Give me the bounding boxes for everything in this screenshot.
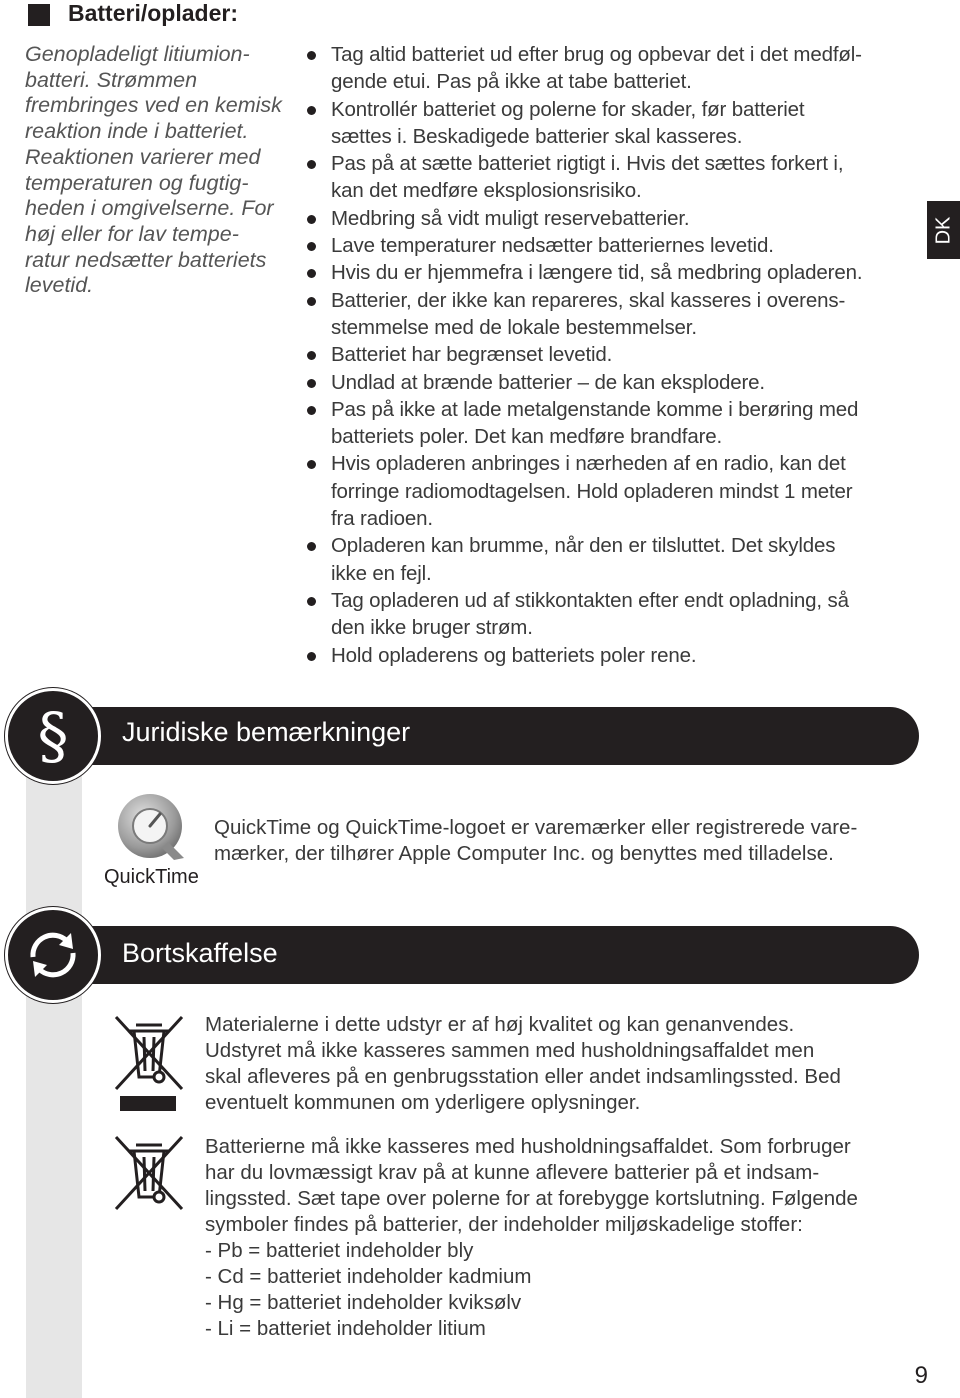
- bullet-dot-icon: [307, 51, 316, 60]
- bullet-text-line: Undlad at brænde batterier – de kan eksplodere.: [331, 370, 765, 394]
- recycle-arrows-icon: [4, 906, 102, 1004]
- bullet-dot-icon: [307, 379, 316, 388]
- legal-title: Juridiske bemærkninger: [122, 717, 411, 747]
- bullet-dot-icon: [307, 597, 316, 606]
- disposal-text-line: eventuelt kommunen om yderligere oplysninger.: [205, 1091, 641, 1114]
- side-note-line: Reaktionen varierer med: [25, 144, 261, 169]
- bullet-text-line: den ikke bruger strøm.: [331, 616, 533, 640]
- bullet-text-line: Hold opladerens og batteriets poler rene.: [331, 643, 697, 667]
- page-number: 9: [914, 1362, 928, 1389]
- side-note-line: ratur nedsætter batteriets: [25, 247, 267, 272]
- bullet-dot-icon: [307, 106, 316, 115]
- bullet-text-line: Medbring så vidt muligt reservebatterier.: [331, 206, 690, 230]
- bullet-dot-icon: [307, 269, 316, 278]
- battery-section-title: Batteri/oplader:: [68, 0, 238, 26]
- bullet-item: [307, 259, 917, 286]
- bullet-text-line: ikke en fejl.: [331, 561, 432, 585]
- bullet-text-line: stemmelse med de lokale bestemmelser.: [331, 315, 697, 339]
- bin-underline-bar: [120, 1096, 176, 1111]
- section-marker-square: [28, 4, 50, 26]
- disposal-text-line: lingssted. Sæt tape over polerne for at forebygge kortslutning. Følgende: [205, 1187, 858, 1210]
- bullet-item: [307, 96, 917, 151]
- battery-side-note: [25, 42, 293, 299]
- bullet-item: [307, 205, 917, 232]
- disposal-title: Bortskaffelse: [122, 938, 278, 968]
- legal-text-line: mærker, der tilhører Apple Computer Inc. og benyttes med tilladelse.: [214, 842, 834, 865]
- disposal-text-line: Batterierne må ikke kasseres med husholdningsaffaldet. Som forbruger: [205, 1135, 851, 1158]
- bullet-text-line: Pas på ikke at lade metalgenstande komme i berøring med: [331, 397, 859, 421]
- bullet-dot-icon: [307, 542, 316, 551]
- bullet-text-line: Batteriet har begrænset levetid.: [331, 343, 613, 367]
- bullet-text-line: Tag altid batteriet ud efter brug og opbevar det i det medføl-: [331, 43, 862, 66]
- bullet-text-line: kan det medføre eksplosionsrisiko.: [331, 179, 642, 203]
- language-tab: [927, 201, 960, 259]
- bullet-text-line: Batterier, der ikke kan repareres, skal kasseres i overens-: [331, 288, 846, 312]
- disposal-list-item: - Li = batteriet indeholder litium: [205, 1317, 486, 1340]
- section-sign-icon: [4, 687, 102, 785]
- battery-bullet-list: [307, 41, 917, 669]
- legal-text-line: QuickTime og QuickTime-logoet er varemærker eller registrerede vare-: [214, 816, 858, 839]
- bullet-item: [307, 41, 917, 96]
- disposal-text-line: skal afleveres på en genbrugsstation eller andet indsamlingssted. Bed: [205, 1065, 841, 1088]
- side-note-line: høj eller for lav tempe-: [25, 221, 239, 246]
- side-strip: [26, 770, 82, 1398]
- bullet-item: [307, 396, 917, 451]
- bullet-text-line: fra radioen.: [331, 507, 433, 531]
- side-note-line: levetid.: [25, 273, 94, 298]
- icon-ring: [5, 907, 101, 1003]
- disposal-text-line: Udstyret må ikke kasseres sammen med husholdningsaffaldet men: [205, 1039, 815, 1062]
- language-tab-label: DK: [931, 216, 954, 244]
- bullet-text-line: Hvis du er hjemmefra i længere tid, så medbring opladeren.: [331, 261, 863, 285]
- disposal-paragraph-1: [205, 1012, 841, 1116]
- disposal-paragraph-2: [205, 1134, 858, 1342]
- side-note-line: Genopladeligt litiumion-: [25, 42, 250, 66]
- disposal-text-line: Materialerne i dette udstyr er af høj kvalitet og kan genanvendes.: [205, 1013, 795, 1036]
- icon-ring: [5, 688, 101, 784]
- bullet-text-line: Pas på at sætte batteriet rigtigt i. Hvis det sættes forkert i,: [331, 152, 844, 176]
- legal-text: [214, 815, 857, 867]
- disposal-list-item: - Pb = batteriet indeholder bly: [205, 1239, 474, 1262]
- side-note-line: reaktion inde i batteriet.: [25, 119, 249, 144]
- bullet-item: [307, 369, 917, 396]
- side-note-line: temperaturen og fugtig-: [25, 170, 249, 195]
- bullet-dot-icon: [307, 460, 316, 469]
- crossed-out-battery-bin-icon: [114, 1135, 184, 1211]
- bullet-dot-icon: [307, 297, 316, 306]
- bullet-text-line: batteriets poler. Det kan medføre brandfare.: [331, 425, 723, 449]
- bullet-text-line: forringe radiomodtagelsen. Hold opladeren mindst 1 meter: [331, 479, 853, 503]
- bullet-dot-icon: [307, 215, 316, 224]
- bullet-text-line: Opladeren kan brumme, når den er tilsluttet. Det skyldes: [331, 534, 836, 558]
- bullet-item: [307, 150, 917, 205]
- disposal-text-line: symboler findes på batterier, der indeholder miljøskadelige stoffer:: [205, 1213, 803, 1236]
- bullet-dot-icon: [307, 406, 316, 415]
- bullet-item: [307, 642, 917, 669]
- bullet-text-line: Tag opladeren ud af stikkontakten efter endt opladning, så: [331, 588, 849, 612]
- crossed-out-bin-icon: [114, 1015, 184, 1091]
- bullet-dot-icon: [307, 652, 316, 661]
- side-note-line: heden i omgivelserne. For: [25, 196, 274, 221]
- bullet-dot-icon: [307, 242, 316, 251]
- bullet-item: [307, 532, 917, 587]
- bullet-item: [307, 450, 917, 532]
- disposal-text-line: har du lovmæssigt krav på at kunne aflevere batterier på et indsam-: [205, 1161, 820, 1184]
- quicktime-logo-label: QuickTime: [104, 866, 199, 888]
- disposal-list-item: - Cd = batteriet indeholder kadmium: [205, 1265, 532, 1288]
- bullet-item: [307, 587, 917, 642]
- bullet-item: [307, 287, 917, 342]
- bullet-dot-icon: [307, 160, 316, 169]
- bullet-item: [307, 341, 917, 368]
- side-note-line: frembringes ved en kemisk: [25, 93, 282, 118]
- bullet-text-line: Lave temperaturer nedsætter batteriernes levetid.: [331, 234, 774, 258]
- bullet-text-line: gende etui. Pas på ikke at tabe batteriet.: [331, 70, 692, 94]
- section-sign-glyph: §: [37, 699, 69, 772]
- quicktime-logo-icon: [116, 792, 188, 864]
- bullet-dot-icon: [307, 351, 316, 360]
- side-note-line: batteri. Strømmen: [25, 67, 198, 92]
- bullet-text-line: sættes i. Beskadigede batterier skal kasseres.: [331, 124, 743, 148]
- bullet-text-line: Kontrollér batteriet og polerne for skader, før batteriet: [331, 97, 805, 121]
- bullet-item: [307, 232, 917, 259]
- bullet-text-line: Hvis opladeren anbringes i nærheden af en radio, kan det: [331, 452, 846, 476]
- disposal-list-item: - Hg = batteriet indeholder kviksølv: [205, 1291, 522, 1314]
